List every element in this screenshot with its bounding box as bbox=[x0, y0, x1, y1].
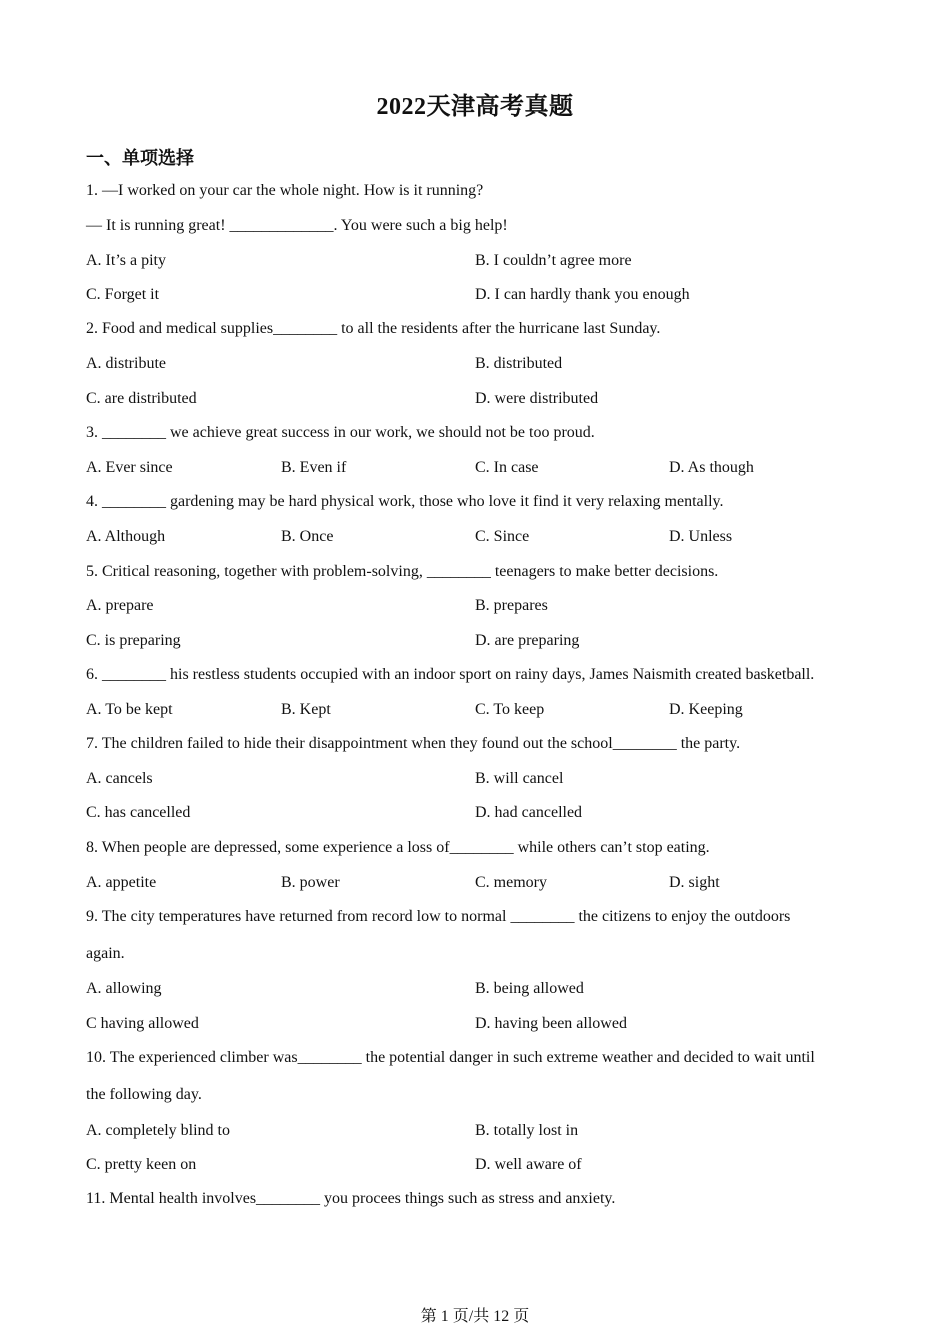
q8-option-a: A. appetite bbox=[86, 874, 157, 891]
q5-option-b: B. prepares bbox=[475, 597, 548, 614]
q2-option-c: C. are distributed bbox=[86, 390, 197, 407]
q7-option-a: A. cancels bbox=[86, 770, 153, 787]
q5-option-c: C. is preparing bbox=[86, 632, 181, 649]
question-3-stem: 3. ________ we achieve great success in our work, we should not be too proud. bbox=[86, 424, 595, 441]
q1-option-a: A. It’s a pity bbox=[86, 252, 166, 269]
q9-option-c: C having allowed bbox=[86, 1015, 199, 1032]
q4-option-c: C. Since bbox=[475, 528, 530, 545]
q6-option-d: D. Keeping bbox=[669, 701, 743, 718]
q8-option-d: D. sight bbox=[669, 874, 720, 891]
q2-option-a: A. distribute bbox=[86, 355, 166, 372]
q6-option-b: B. Kept bbox=[281, 701, 331, 718]
q7-option-c: C. has cancelled bbox=[86, 804, 191, 821]
question-4-stem: 4. ________ gardening may be hard physical work, those who love it find it very relaxing mentally. bbox=[86, 493, 724, 510]
page-title: 2022天津高考真题 bbox=[376, 94, 574, 120]
question-6-stem: 6. ________ his restless students occupied with an indoor sport on rainy days, James Naismith created basketball. bbox=[86, 666, 815, 683]
q8-option-c: C. memory bbox=[475, 874, 547, 891]
q9-option-a: A. allowing bbox=[86, 980, 162, 997]
q4-option-a: A. Although bbox=[86, 528, 166, 545]
q2-option-d: D. were distributed bbox=[475, 390, 599, 407]
question-11-stem: 11. Mental health involves________ you procees things such as stress and anxiety. bbox=[86, 1190, 616, 1207]
question-7-stem: 7. The children failed to hide their disappointment when they found out the school________ the party. bbox=[86, 735, 741, 752]
q5-option-a: A. prepare bbox=[86, 597, 154, 614]
q9-option-d: D. having been allowed bbox=[475, 1015, 627, 1032]
q10-option-d: D. well aware of bbox=[475, 1156, 582, 1173]
q10-option-c: C. pretty keen on bbox=[86, 1156, 197, 1173]
question-1-stem-2: — It is running great! _____________. You were such a big help! bbox=[86, 217, 508, 234]
q4-option-b: B. Once bbox=[281, 528, 334, 545]
q3-option-c: C. In case bbox=[475, 459, 539, 476]
q1-option-d: D. I can hardly thank you enough bbox=[475, 286, 690, 303]
question-10-stem: 10. The experienced climber was________ the potential danger in such extreme weather and decided to wait until bbox=[86, 1049, 815, 1066]
q3-option-d: D. As though bbox=[669, 459, 754, 476]
page-footer: 第 1 页/共 12 页 bbox=[420, 1308, 530, 1325]
question-8-stem: 8. When people are depressed, some experience a loss of________ while others can’t stop eating. bbox=[86, 839, 710, 856]
q10-option-b: B. totally lost in bbox=[475, 1122, 579, 1139]
question-2-stem: 2. Food and medical supplies________ to all the residents after the hurricane last Sunday. bbox=[86, 320, 661, 337]
question-5-stem: 5. Critical reasoning, together with problem-solving, ________ teenagers to make better decisions. bbox=[86, 563, 719, 580]
q2-option-b: B. distributed bbox=[475, 355, 563, 372]
q7-option-d: D. had cancelled bbox=[475, 804, 583, 821]
question-9-stem: 9. The city temperatures have returned from record low to normal ________ the citizens to enjoy the outdoors bbox=[86, 908, 791, 925]
q1-option-c: C. Forget it bbox=[86, 286, 160, 303]
question-9-stem-2: again. bbox=[86, 945, 125, 962]
q3-option-b: B. Even if bbox=[281, 459, 347, 476]
section-heading: 一、单项选择 bbox=[86, 148, 194, 169]
q3-option-a: A. Ever since bbox=[86, 459, 173, 476]
question-1-stem: 1. —I worked on your car the whole night. How is it running? bbox=[86, 182, 484, 199]
q6-option-c: C. To keep bbox=[475, 701, 545, 718]
q10-option-a: A. completely blind to bbox=[86, 1122, 230, 1139]
q8-option-b: B. power bbox=[281, 874, 340, 891]
question-10-stem-2: the following day. bbox=[86, 1086, 202, 1103]
q1-option-b: B. I couldn’t agree more bbox=[475, 252, 632, 269]
q9-option-b: B. being allowed bbox=[475, 980, 584, 997]
q5-option-d: D. are preparing bbox=[475, 632, 580, 649]
q4-option-d: D. Unless bbox=[669, 528, 733, 545]
q6-option-a: A. To be kept bbox=[86, 701, 173, 718]
q7-option-b: B. will cancel bbox=[475, 770, 564, 787]
